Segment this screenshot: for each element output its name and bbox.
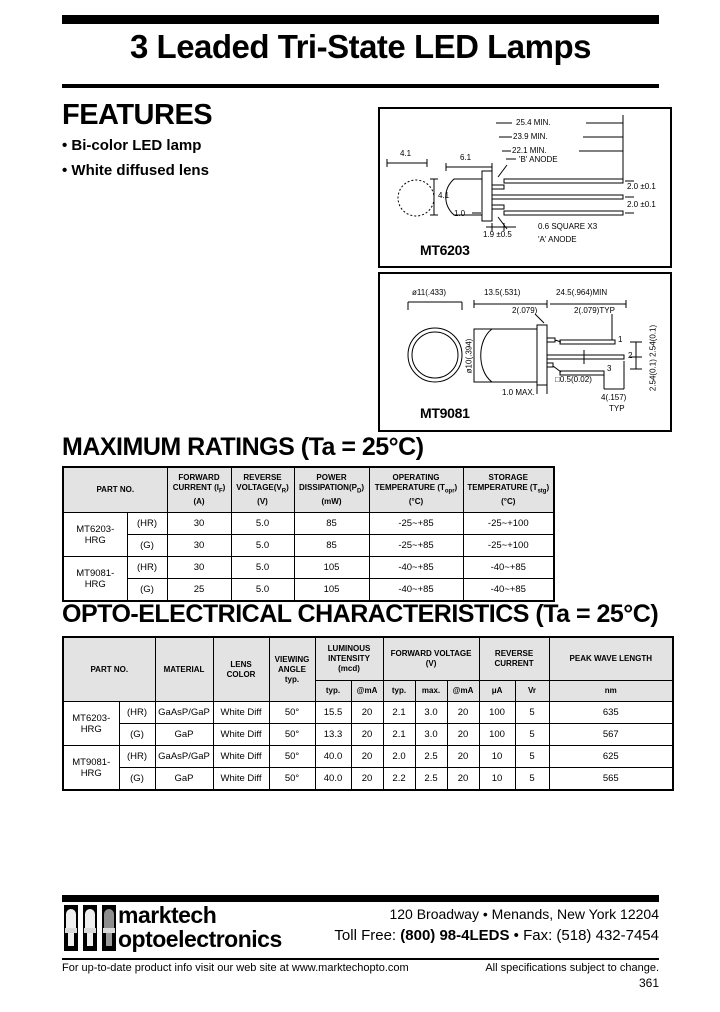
subcol-li-typ: typ.	[315, 681, 351, 702]
led-dome	[85, 909, 95, 928]
col-op-sub: opr	[444, 488, 455, 495]
specs-note: All specifications subject to change.	[485, 962, 659, 974]
fv-typ-cell: 2.1	[383, 724, 415, 746]
col-luminous-intensity: LUMINOUS INTENSITY (mcd)	[315, 637, 383, 681]
header-row	[63, 467, 554, 513]
fv-max-cell: 2.5	[415, 768, 447, 791]
storage-temp-cell: -25~+100	[463, 513, 554, 535]
col-pd-pre: POWER DISSIPATION(P	[299, 473, 357, 493]
peak-wavelength-cell: 567	[549, 724, 673, 746]
subcol-li-ma: @mA	[351, 681, 383, 702]
marktech-logo	[64, 905, 116, 951]
forward-current-cell: 30	[167, 513, 231, 535]
forward-current-cell: 30	[167, 557, 231, 579]
subcol-fv-typ: typ.	[383, 681, 415, 702]
footer-top-rule	[62, 895, 659, 902]
part-number-cell: MT6203-HRG	[63, 702, 119, 746]
material-cell: GaP	[155, 768, 213, 791]
viewing-angle-cell: 50°	[269, 746, 315, 768]
col-pd-post: ) (mW)	[321, 483, 364, 506]
dim-lead-square: □0.5(0.02)	[555, 375, 592, 384]
dim-flange-width: 2(.079)	[512, 306, 538, 315]
power-dissipation-cell: 105	[294, 557, 369, 579]
viewing-angle-cell: 50°	[269, 702, 315, 724]
footer-bottom-rule	[62, 958, 659, 960]
storage-temp-cell: -25~+100	[463, 535, 554, 557]
li-typ-cell: 40.0	[315, 746, 351, 768]
operating-temp-cell: -25~+85	[369, 535, 463, 557]
li-ma-cell: 20	[351, 746, 383, 768]
website-note: For up-to-date product info visit our web site at www.marktechopto.com	[62, 962, 409, 974]
col-lens-color: LENS COLOR	[213, 637, 269, 702]
rc-ua-cell: 10	[479, 746, 515, 768]
dim-lead-pitch-top: 2.0 ±0.1	[627, 182, 656, 191]
col-fc-pre: FORWARD CURRENT (I	[172, 473, 220, 493]
color-variant-cell: (G)	[127, 535, 167, 557]
power-dissipation-cell: 105	[294, 579, 369, 602]
label-a-anode: 'A' ANODE	[538, 235, 577, 244]
brand-line-2: optoelectronics	[118, 926, 282, 952]
operating-temp-cell: -40~+85	[369, 579, 463, 602]
pin-number-1: 1	[618, 335, 623, 344]
dim-front-diameter: ø11(.433)	[412, 288, 447, 297]
color-variant-cell: (G)	[119, 724, 155, 746]
col-storage-temp	[463, 467, 554, 513]
subcol-fv-ma: @mA	[447, 681, 479, 702]
reverse-voltage-cell: 5.0	[231, 535, 294, 557]
col-operating-temp	[369, 467, 463, 513]
led-dome	[66, 909, 76, 928]
dim-body-length: 6.1	[460, 153, 472, 162]
viewing-angle-cell: 50°	[269, 724, 315, 746]
fv-typ-cell: 2.0	[383, 746, 415, 768]
li-ma-cell: 20	[351, 702, 383, 724]
subcol-rc-vr: Vr	[515, 681, 549, 702]
dim-flange-max: 1.0 MAX.	[502, 388, 535, 397]
dim-body-height: 4.1	[438, 191, 450, 200]
dim-front-diameter: 4.1	[400, 149, 412, 158]
label-b-anode: 'B' ANODE	[519, 155, 558, 164]
storage-temp-cell: -40~+85	[463, 557, 554, 579]
fv-typ-cell: 2.2	[383, 768, 415, 791]
col-rv-pre: REVERSE VOLTAGE(V	[236, 473, 282, 493]
rc-vr-cell: 5	[515, 746, 549, 768]
page-title: 3 Leaded Tri-State LED Lamps	[130, 28, 591, 65]
page-number: 361	[638, 976, 659, 990]
col-fc-post: ) (A)	[193, 483, 226, 506]
col-fc-sub: F	[218, 488, 223, 495]
dim-lead-pitch-bottom: 2.0 ±0.1	[627, 200, 656, 209]
lens-color-cell: White Diff	[213, 768, 269, 791]
mt6203-package-drawing	[378, 107, 672, 268]
col-part-no: PART NO.	[63, 637, 155, 702]
col-st-sub: stg	[537, 488, 547, 495]
led-lamp-icon	[64, 905, 78, 951]
dim-lead-width-typ: 2(.079)TYP	[574, 306, 615, 315]
material-cell: GaP	[155, 724, 213, 746]
feature-item-bicolor: • Bi-color LED lamp	[62, 137, 202, 154]
part-name-mt6203: MT6203	[420, 242, 470, 258]
material-cell: GaAsP/GaP	[155, 702, 213, 724]
dim-lead-square: 0.6 SQUARE X3	[538, 222, 598, 231]
led-lamp-icon	[102, 905, 116, 951]
led-lamp-icon	[83, 905, 97, 951]
reverse-voltage-cell: 5.0	[231, 557, 294, 579]
col-reverse-current: REVERSE CURRENT	[479, 637, 549, 681]
col-forward-current	[167, 467, 231, 513]
fv-ma-cell: 20	[447, 724, 479, 746]
led-dome	[104, 909, 114, 928]
fax-number: • Fax: (518) 432-7454	[509, 927, 659, 944]
lens-color-cell: White Diff	[213, 724, 269, 746]
dim-lead-length-1: 25.4 MIN.	[516, 118, 551, 127]
table-row	[63, 746, 673, 768]
dim-body-length: 13.5(.531)	[484, 288, 521, 297]
table-row	[63, 702, 673, 724]
brand-line-1: marktech	[118, 902, 217, 928]
forward-current-cell: 25	[167, 579, 231, 602]
li-typ-cell: 13.3	[315, 724, 351, 746]
col-rv-post: ) (V)	[257, 483, 289, 506]
tollfree-number: (800) 98-4LEDS	[400, 927, 510, 944]
dim-lead-length: 24.5(.964)MIN	[556, 288, 608, 297]
color-variant-cell: (HR)	[119, 702, 155, 724]
part-number-cell: MT9081-HRG	[63, 557, 127, 602]
col-rv-sub: R	[281, 488, 287, 495]
li-typ-cell: 15.5	[315, 702, 351, 724]
dim-flange: 1.0	[454, 209, 466, 218]
opto-heading: OPTO-ELECTRICAL CHARACTERISTICS (Ta = 25°C)	[62, 600, 659, 628]
operating-temp-cell: -40~+85	[369, 557, 463, 579]
operating-temp-cell: -25~+85	[369, 513, 463, 535]
led-stem	[87, 933, 93, 946]
subcol-rc-ua: μA	[479, 681, 515, 702]
col-reverse-voltage	[231, 467, 294, 513]
li-ma-cell: 20	[351, 768, 383, 791]
part-name-mt9081: MT9081	[420, 405, 470, 421]
col-forward-voltage: FORWARD VOLTAGE (V)	[383, 637, 479, 681]
part-number-cell: MT9081-HRG	[63, 746, 119, 791]
feature-item-lens: • White diffused lens	[62, 162, 209, 179]
dim-lead-length-3: 22.1 MIN.	[512, 146, 547, 155]
dim-stub: 1.9 ±0.5	[483, 230, 512, 239]
contact-line	[334, 927, 659, 944]
fv-max-cell: 3.0	[415, 724, 447, 746]
dim-lead-length-2: 23.9 MIN.	[513, 132, 548, 141]
rc-vr-cell: 5	[515, 724, 549, 746]
rc-vr-cell: 5	[515, 702, 549, 724]
dim-lead-pitch: 2.54(0.1) 2.54(0.1)	[648, 324, 658, 392]
table-row	[63, 535, 554, 557]
dim-body-diameter: ø10(.394)	[464, 338, 474, 374]
color-variant-cell: (HR)	[119, 746, 155, 768]
tollfree-label: Toll Free:	[334, 927, 401, 944]
power-dissipation-cell: 85	[294, 535, 369, 557]
dim-pin-gap-typ: TYP	[609, 404, 625, 413]
peak-wavelength-cell: 565	[549, 768, 673, 791]
fv-max-cell: 2.5	[415, 746, 447, 768]
fv-ma-cell: 20	[447, 768, 479, 791]
color-variant-cell: (G)	[127, 579, 167, 602]
peak-wavelength-cell: 635	[549, 702, 673, 724]
color-variant-cell: (HR)	[127, 513, 167, 535]
fv-ma-cell: 20	[447, 702, 479, 724]
col-material: MATERIAL	[155, 637, 213, 702]
col-peak-wavelength: PEAK WAVE LENGTH	[549, 637, 673, 681]
col-power-dissipation	[294, 467, 369, 513]
li-ma-cell: 20	[351, 724, 383, 746]
col-op-post: ) (°C)	[408, 483, 458, 506]
reverse-voltage-cell: 5.0	[231, 579, 294, 602]
col-pd-sub: D	[356, 488, 362, 495]
max-ratings-heading: MAXIMUM RATINGS (Ta = 25°C)	[62, 433, 424, 461]
subcol-peak-nm: nm	[549, 681, 673, 702]
pin-number-3: 3	[607, 364, 612, 373]
col-st-post: ) (°C)	[501, 483, 550, 506]
col-st-pre: STORAGE TEMPERATURE (T	[467, 473, 538, 493]
subcol-fv-max: max.	[415, 681, 447, 702]
part-number-cell: MT6203-HRG	[63, 513, 127, 557]
rc-ua-cell: 10	[479, 768, 515, 791]
col-part-no	[63, 467, 167, 513]
mt9081-package-drawing	[378, 272, 672, 432]
table-row	[63, 579, 554, 602]
opto-characteristics-table	[62, 636, 674, 791]
address-line: 120 Broadway • Menands, New York 12204	[389, 906, 659, 922]
rc-vr-cell: 5	[515, 768, 549, 791]
reverse-voltage-cell: 5.0	[231, 513, 294, 535]
header-row-1	[63, 637, 673, 681]
lens-color-cell: White Diff	[213, 746, 269, 768]
led-stem	[68, 933, 74, 946]
power-dissipation-cell: 85	[294, 513, 369, 535]
color-variant-cell: (G)	[119, 768, 155, 791]
maximum-ratings-table	[62, 466, 555, 602]
rc-ua-cell: 100	[479, 724, 515, 746]
storage-temp-cell: -40~+85	[463, 579, 554, 602]
material-cell: GaAsP/GaP	[155, 746, 213, 768]
color-variant-cell: (HR)	[127, 557, 167, 579]
col-viewing-angle: VIEWING ANGLE typ.	[269, 637, 315, 702]
table-row	[63, 513, 554, 535]
top-rule	[62, 15, 659, 24]
brand-wordmark	[118, 903, 282, 951]
rc-ua-cell: 100	[479, 702, 515, 724]
col-part-no-label: PART NO.	[96, 485, 135, 494]
fv-typ-cell: 2.1	[383, 702, 415, 724]
fv-ma-cell: 20	[447, 746, 479, 768]
led-stem	[106, 933, 112, 946]
table-row	[63, 557, 554, 579]
lens-color-cell: White Diff	[213, 702, 269, 724]
table-row	[63, 768, 673, 791]
title-underline-rule	[62, 84, 659, 88]
forward-current-cell: 30	[167, 535, 231, 557]
fv-max-cell: 3.0	[415, 702, 447, 724]
viewing-angle-cell: 50°	[269, 768, 315, 791]
li-typ-cell: 40.0	[315, 768, 351, 791]
peak-wavelength-cell: 625	[549, 746, 673, 768]
table-row	[63, 724, 673, 746]
features-heading: FEATURES	[62, 99, 213, 131]
pin-number-2: 2	[628, 351, 633, 360]
col-op-pre: OPERATING TEMPERATURE (T	[374, 473, 445, 493]
dim-pin-gap: 4(.157)	[601, 393, 627, 402]
